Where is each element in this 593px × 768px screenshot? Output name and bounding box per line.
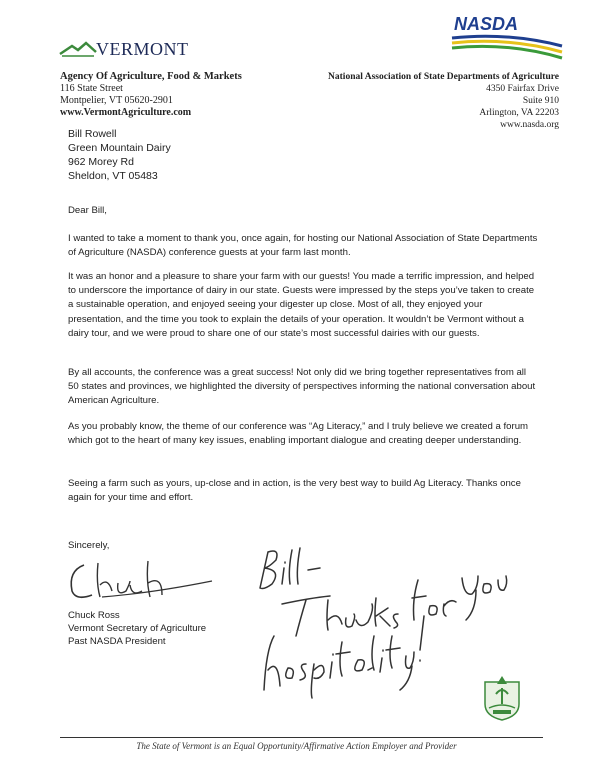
signer-name: Chuck Ross: [68, 610, 120, 621]
signer-title: Vermont Secretary of Agriculture: [68, 623, 207, 634]
nasda-address: [328, 71, 559, 131]
signer-block: [68, 609, 206, 648]
agency-address: [60, 71, 242, 119]
vermont-logo: [58, 36, 218, 60]
agency-city: Montpelier, VT 05620-2901: [60, 95, 173, 106]
nasda-city: Arlington, VA 22203: [479, 108, 559, 118]
nasda-swoosh-icon: [448, 32, 566, 62]
recipient-company: Green Mountain Dairy: [68, 142, 171, 154]
nasda-street: 4350 Fairfax Drive: [486, 84, 559, 94]
paragraph: I wanted to take a moment to thank you, once again, for hosting our National Association of State Departments of Agriculture (NASDA) conference guests at your farm last month.: [68, 233, 538, 259]
nasda-name: National Association of State Departments of Agriculture: [328, 72, 559, 82]
signature: [62, 557, 222, 605]
agency-name: Agency Of Agriculture, Food & Markets: [60, 71, 242, 82]
footer-text: The State of Vermont is an Equal Opportunity/Affirmative Action Employer and Provider: [136, 741, 457, 751]
nasda-wordmark: NASDA: [454, 14, 519, 34]
nasda-logo: [448, 14, 566, 60]
nasda-website: www.nasda.org: [500, 120, 559, 130]
paragraph: As you probably know, the theme of our conference was “Ag Literacy,” and I truly believe we created a forum which got to the heart of many key issues, enabling important dialogue and creating deeper understanding.: [68, 421, 529, 447]
salutation: Dear Bill,: [68, 205, 107, 216]
footer-divider: [60, 737, 543, 738]
nasda-suite: Suite 910: [522, 96, 559, 106]
recipient-city: Sheldon, VT 05483: [68, 170, 158, 182]
agency-website: www.VermontAgriculture.com: [60, 107, 192, 118]
vermont-wordmark: VERMONT: [96, 39, 189, 59]
agency-street: 116 State Street: [60, 83, 123, 94]
paragraph: By all accounts, the conference was a great success! Not only did we bring together representatives from all 50 states and provinces, we highlighted the diversity of perspectives informing the national conversation about American Agriculture.: [68, 367, 536, 407]
recipient-name: Bill Rowell: [68, 128, 117, 140]
signer-role: Past NASDA President: [68, 636, 166, 647]
recipient-address: [68, 127, 171, 183]
handwritten-note: [250, 540, 510, 700]
paragraph: Seeing a farm such as yours, up-close and in action, is the very best way to build Ag Literacy. Thanks once again for your time and effort.: [68, 478, 521, 504]
vermont-seal-icon: [481, 674, 523, 722]
paragraph: It was an honor and a pleasure to share your farm with our guests! You made a terrific impression, and helped to underscore the importance of dairy in our state. Guests were impressed by the steps you’ve taken to create a sustainable operation, and enjoyed seeing your digester up close. Most of all, they enjoyed your presentation, and the time you took to explain the details of your operation. It wouldn’t be Vermont without a dairy tour, and we were proud to share one of our state’s most successful dairies with our guests.: [68, 271, 535, 339]
closing: Sincerely,: [68, 540, 110, 551]
mountain-icon: [58, 38, 98, 58]
recipient-street: 962 Morey Rd: [68, 156, 134, 168]
